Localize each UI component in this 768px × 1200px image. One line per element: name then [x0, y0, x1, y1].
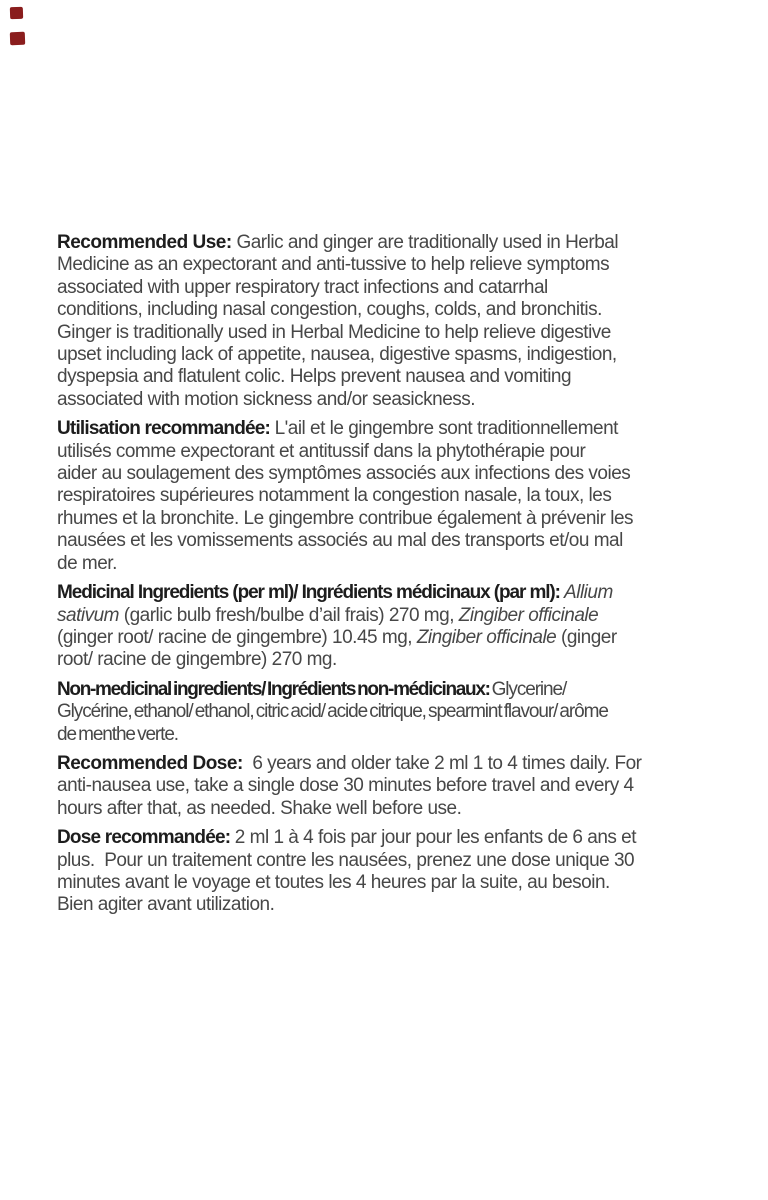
paragraph-recommended-dose-en: [57, 753, 717, 820]
text-line: [57, 299, 717, 321]
text-segment: 2 ml 1 à 4 fois par jour pour les enfants de 6 ans et: [234, 827, 637, 849]
text-line: [57, 798, 717, 820]
text-segment: plus. Pour un traitement contre les nausées, prenez une dose unique 30: [57, 849, 635, 871]
text-segment: utilisés comme expectorant et antitussif dans la phytothérapie pour: [57, 440, 586, 462]
text-segment: upset including lack of appetite, nausea, digestive spasms, indigestion,: [57, 344, 617, 366]
text-line: [57, 553, 717, 575]
text-segment: sativum: [57, 604, 124, 626]
paragraph-medicinal-ingredients: [57, 582, 717, 672]
text-line: [57, 530, 717, 552]
paragraph-recommended-use-en: [57, 232, 717, 411]
text-segment: Ginger is traditionally used in Herbal Medicine to help relieve digestive: [57, 321, 611, 343]
lead-in-heading: Dose recommandée:: [57, 827, 235, 849]
text-segment: anti-nausea use, take a single dose 30 minutes before travel and every 4: [57, 775, 634, 797]
lead-in-heading: Medicinal Ingredients (per ml)/ Ingrédients médicinaux (par ml):: [57, 582, 565, 604]
text-segment: associated with upper respiratory tract infections and catarrhal: [57, 276, 548, 298]
text-line: [57, 344, 717, 366]
text-segment: Zingiber officinale: [458, 604, 599, 626]
text-segment: minutes avant le voyage et toutes les 4 heures par la suite, au besoin.: [57, 871, 610, 893]
text-line: [57, 894, 717, 916]
text-segment: Garlic and ginger are traditionally used in Herbal: [236, 232, 619, 253]
text-line: [57, 850, 717, 872]
text-segment: aider au soulagement des symptômes associés aux infections des voies: [57, 463, 631, 485]
paragraph-use-fr: [57, 418, 717, 575]
print-mark: [10, 7, 23, 19]
text-line: [57, 508, 717, 530]
text-segment: rhumes et la bronchite. Le gingembre contribue également à prévenir les: [57, 507, 634, 529]
text-line: [57, 463, 717, 485]
text-line: [57, 627, 717, 649]
text-segment: de menthe verte.: [57, 723, 178, 745]
text-line: [57, 605, 717, 627]
text-line: [57, 441, 717, 463]
text-line: [57, 418, 717, 440]
text-segment: (ginger root/ racine de gingembre) 10.45 mg,: [57, 626, 417, 648]
text-line: [57, 701, 717, 723]
text-segment: Glycerine/: [491, 678, 567, 700]
lead-in-heading: Utilisation recommandée:: [57, 418, 275, 440]
text-line: [57, 827, 717, 849]
text-segment: Glycérine, ethanol/ ethanol, citric acid/ acide citrique, spearmint flavour/ arôme: [57, 701, 608, 723]
text-line: [57, 322, 717, 344]
text-line: [57, 753, 717, 775]
lead-in-heading: Recommended Use:: [57, 232, 237, 253]
text-segment: (garlic bulb fresh/bulbe d’ail frais) 270 mg,: [123, 604, 459, 626]
text-line: [57, 389, 717, 411]
text-line: [57, 872, 717, 894]
print-mark: [10, 32, 25, 46]
lead-in-heading: Non-medicinal ingredients/ Ingrédients non-médicinaux:: [57, 678, 492, 700]
paragraph-dose-fr: [57, 827, 717, 917]
text-segment: Medicine as an expectorant and anti-tussive to help relieve symptoms: [57, 254, 610, 276]
text-line: [57, 679, 717, 701]
paragraph-non-medicinal: [57, 679, 717, 746]
text-segment: L'ail et le gingembre sont traditionnellement: [274, 418, 618, 440]
text-line: [57, 485, 717, 507]
text-segment: conditions, including nasal congestion, coughs, colds, and bronchitis.: [57, 299, 602, 321]
text-line: [57, 724, 717, 746]
text-segment: (ginger: [561, 626, 617, 648]
label-text-block: [57, 232, 717, 924]
text-line: [57, 775, 717, 797]
text-line: [57, 649, 717, 671]
text-segment: respiratoires supérieures notamment la congestion nasale, la toux, les: [57, 485, 612, 507]
text-segment: nausées et les vomissements associés au mal des transports et/ou mal: [57, 530, 623, 552]
text-segment: 6 years and older take 2 ml 1 to 4 times daily. For: [247, 752, 642, 774]
text-segment: Zingiber officinale: [416, 626, 562, 648]
text-line: [57, 277, 717, 299]
text-segment: associated with motion sickness and/or seasickness.: [57, 388, 476, 410]
text-segment: hours after that, as needed. Shake well before use.: [57, 797, 462, 819]
text-segment: root/ racine de gingembre) 270 mg.: [57, 649, 337, 671]
text-segment: Bien agiter avant utilization.: [57, 894, 275, 916]
text-line: [57, 366, 717, 388]
text-segment: de mer.: [57, 552, 117, 574]
text-segment: dyspepsia and flatulent colic. Helps prevent nausea and vomiting: [57, 366, 572, 388]
lead-in-heading: Recommended Dose:: [57, 752, 248, 774]
text-line: [57, 232, 717, 254]
text-segment: Allium: [564, 582, 613, 604]
text-line: [57, 254, 717, 276]
text-line: [57, 582, 717, 604]
